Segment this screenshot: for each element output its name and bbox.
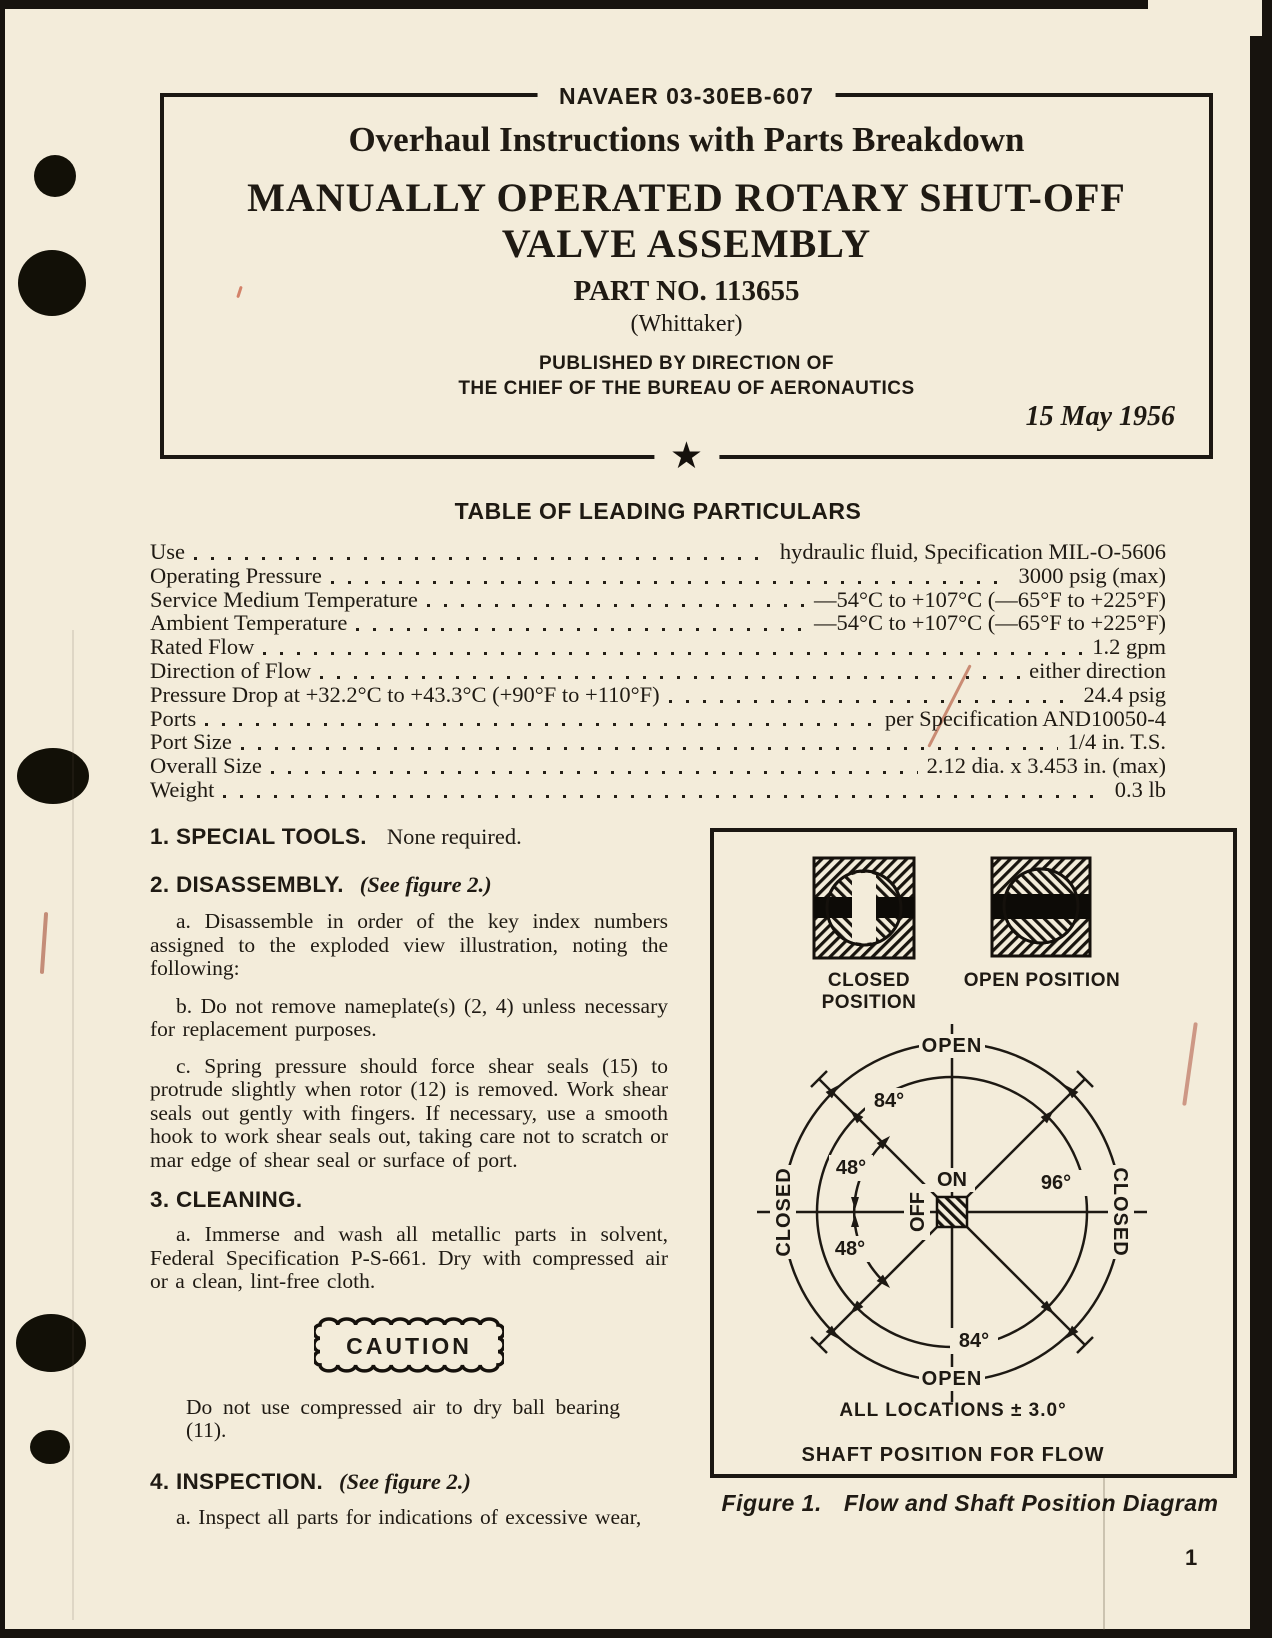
row-label: Operating Pressure	[150, 562, 322, 588]
row-value: hydraulic fluid, Specification MIL-O-5606	[779, 539, 1166, 564]
dial-off-label: OFF	[907, 1192, 929, 1232]
table-row	[150, 564, 1166, 588]
paragraph-2a: a. Disassemble in order of the key index numbers assigned to the exploded view illustration, noting the following:	[150, 909, 668, 980]
paragraph-4a: a. Inspect all parts for indications of excessive wear,	[176, 1504, 642, 1529]
figure-1-box	[710, 828, 1237, 1478]
row-label: Rated Flow	[150, 634, 255, 660]
doc-title-line2: VALVE ASSEMBLY	[501, 221, 872, 266]
scan-edge-bottom	[0, 1629, 1272, 1638]
angle-48-lower-label: 48°	[834, 1238, 866, 1260]
section-2-heading	[150, 872, 668, 898]
dial-open-top-label: OPEN	[921, 1035, 983, 1057]
row-label: Ports	[150, 705, 197, 731]
section-title: INSPECTION.	[175, 1468, 324, 1494]
angle-96-label: 96°	[1040, 1172, 1072, 1194]
scan-edge-top	[0, 0, 1148, 9]
table-row	[150, 659, 1166, 683]
section-title: DISASSEMBLY.	[175, 872, 344, 897]
table-row	[150, 754, 1166, 778]
row-value: 1.2 gpm	[1092, 634, 1166, 660]
dot-leader	[331, 581, 1010, 584]
row-value: 2.12 dia. x 3.453 in. (max)	[926, 753, 1166, 779]
row-value: —54°C to +107°C (—65°F to +225°F)	[813, 586, 1166, 612]
table-rows	[150, 540, 1166, 802]
row-value: 24.4 psig	[1083, 681, 1166, 707]
rotor-slot	[852, 871, 876, 945]
section-4-heading	[150, 1469, 668, 1495]
paragraph-2b: b. Do not remove nameplate(s) (2, 4) unless necessary for replacement purposes.	[150, 993, 668, 1041]
row-label: Use	[150, 539, 185, 564]
row-value: either direction	[1029, 657, 1166, 683]
table-row	[150, 540, 1166, 564]
dot-leader	[241, 747, 1059, 750]
figure-caption-number: Figure 1.	[721, 1490, 822, 1516]
page-number: 1	[1185, 1545, 1198, 1570]
section-number: 3.	[150, 1187, 170, 1212]
title-block	[160, 83, 1213, 477]
punch-hole	[17, 748, 89, 804]
dot-leader	[427, 604, 805, 607]
dial-closed-right-label: CLOSED	[1109, 1167, 1131, 1257]
part-number: PART NO. 113655	[573, 275, 800, 307]
row-value: per Specification AND10050-4	[884, 705, 1166, 731]
figure-reference: (See figure 2.)	[359, 872, 492, 897]
caution-label: CAUTION	[346, 1332, 472, 1359]
table-row	[150, 588, 1166, 612]
section-number: 4.	[150, 1468, 170, 1494]
publication-date: 15 May 1956	[1025, 401, 1175, 432]
punch-hole	[30, 1430, 70, 1464]
closed-position-label: CLOSED POSITION	[821, 970, 917, 1013]
dot-leader	[205, 723, 876, 726]
table-row	[150, 730, 1166, 754]
dot-leader	[356, 628, 805, 631]
section-inline-text: None required.	[386, 824, 522, 849]
angle-84-lower-label: 84°	[958, 1330, 990, 1352]
row-value: 0.3 lb	[1114, 776, 1166, 802]
doc-number: NAVAER 03-30EB-607	[537, 81, 836, 111]
figure-caption-text: Flow and Shaft Position Diagram	[843, 1490, 1219, 1516]
row-label: Weight	[150, 776, 215, 802]
paragraph-2c: c. Spring pressure should force shear seals (15) to protrude slightly when rotor (12) is removed. Work shear seals out gently with fingers. If necessary, use a smooth hook to work shear seals out, taking care not to scratch or mar edge of shear seal or surface of port.	[150, 1053, 668, 1172]
row-label: Overall Size	[150, 753, 262, 779]
tolerance-note: ALL LOCATIONS ± 3.0°	[839, 1400, 1067, 1421]
caution-text: Do not use compressed air to dry ball bearing (11).	[186, 1394, 620, 1442]
star-icon: ★	[654, 436, 719, 478]
body-text-column	[150, 824, 668, 1529]
section-1-heading	[150, 824, 668, 850]
section-title: CLEANING.	[175, 1187, 303, 1212]
row-value: 3000 psig (max)	[1018, 562, 1166, 588]
dot-leader	[223, 795, 1105, 798]
dot-leader	[669, 700, 1075, 703]
angle-48-upper-label: 48°	[835, 1157, 867, 1179]
shaft-position-note: SHAFT POSITION FOR FLOW	[801, 1444, 1105, 1466]
table-row	[150, 635, 1166, 659]
open-position-label: OPEN POSITION	[963, 970, 1121, 991]
stain-mark	[40, 912, 48, 974]
open-position-diagram	[990, 856, 1092, 958]
manufacturer: (Whittaker)	[630, 311, 743, 337]
row-label: Service Medium Temperature	[150, 586, 418, 612]
figure-reference: (See figure 2.)	[339, 1468, 471, 1494]
dot-leader	[320, 676, 1020, 679]
angle-84-upper-label: 84°	[873, 1090, 905, 1112]
table-heading: TABLE OF LEADING PARTICULARS	[454, 498, 862, 524]
row-label: Port Size	[150, 729, 232, 755]
shaft-center-square	[937, 1197, 967, 1227]
doc-subtitle: Overhaul Instructions with Parts Breakdown	[348, 120, 1025, 159]
section-3-heading	[150, 1187, 668, 1213]
published-by-line1: PUBLISHED BY DIRECTION OF	[538, 353, 835, 374]
row-value: —54°C to +107°C (—65°F to +225°F)	[813, 610, 1166, 636]
section-title: SPECIAL TOOLS.	[175, 824, 367, 849]
table-row	[150, 683, 1166, 707]
leading-particulars-table	[150, 498, 1166, 802]
closed-position-diagram	[812, 856, 916, 960]
figure-1-caption	[700, 1490, 1240, 1517]
dot-leader	[194, 557, 771, 560]
dial-closed-left-label: CLOSED	[773, 1167, 795, 1257]
shaft-position-dial	[743, 1018, 1163, 1418]
scan-edge-right-top	[1262, 0, 1272, 40]
doc-title-line1: MANUALLY OPERATED ROTARY SHUT-OFF	[247, 175, 1126, 220]
scan-edge-left	[0, 0, 5, 1638]
dot-leader	[263, 652, 1083, 655]
row-label: Pressure Drop at +32.2°C to +43.3°C (+90°F to +110°F)	[150, 681, 660, 707]
paragraph-3a: a. Immerse and wash all metallic parts in solvent, Federal Specification P-S-661. Dry with compressed air or a clean, lint-free cloth.	[150, 1222, 668, 1293]
published-by-line2: THE CHIEF OF THE BUREAU OF AERONAUTICS	[458, 378, 915, 399]
table-row	[150, 611, 1166, 635]
section-number: 1.	[150, 824, 170, 849]
row-label: Ambient Temperature	[150, 610, 348, 636]
dial-open-bottom-label: OPEN	[921, 1368, 983, 1390]
punch-hole	[34, 155, 76, 197]
punch-hole	[18, 250, 86, 316]
section-number: 2.	[150, 872, 170, 897]
crease-line	[72, 630, 74, 1620]
row-value: 1/4 in. T.S.	[1067, 729, 1166, 755]
table-row	[150, 707, 1166, 731]
table-row	[150, 778, 1166, 802]
dial-on-label: ON	[937, 1169, 967, 1191]
punch-hole	[16, 1314, 86, 1372]
scan-edge-right	[1250, 36, 1272, 1638]
row-label: Direction of Flow	[150, 657, 312, 683]
dot-leader	[271, 771, 918, 774]
caution-box	[314, 1314, 504, 1376]
